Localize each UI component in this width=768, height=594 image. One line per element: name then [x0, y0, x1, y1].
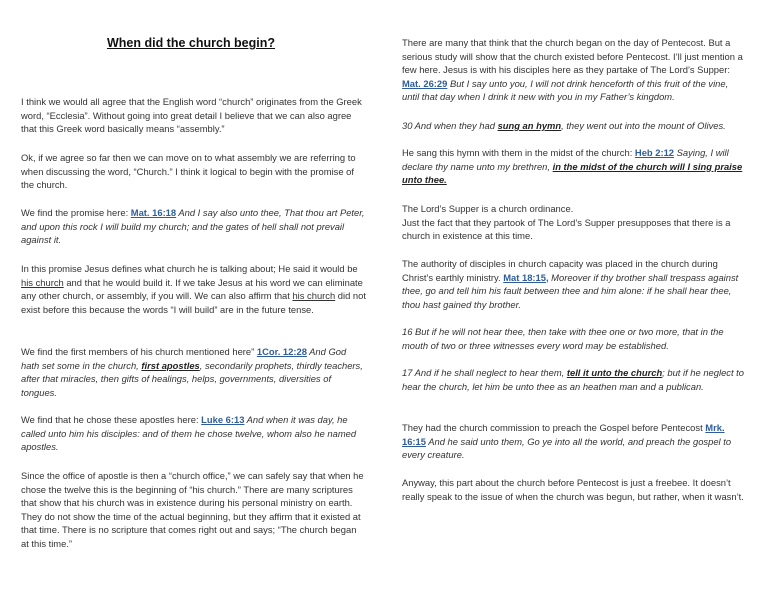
emphasis-phrase: first apostles	[141, 359, 200, 371]
scripture-link-mat-16-18[interactable]: Mat. 16:18	[130, 207, 177, 218]
scripture-quote: , they went out into the mount of Olives.	[561, 120, 726, 131]
underlined-phrase: his church	[292, 290, 336, 302]
emphasis-phrase: in the midst of the church will I sing praise unto thee.	[402, 160, 743, 186]
document-title: When did the church begin?	[106, 36, 276, 50]
scripture-link-mrk-16-15[interactable]: Mrk. 16:15	[402, 422, 725, 447]
scripture-quote: But I say unto you, I will not drink henceforth of this fruit of the vine, until that day when I drink it new with you in my Father’s kingdom.	[402, 77, 729, 103]
scripture-quote: And he said unto them, Go ye into all the world, and preach the gospel to every creature.	[402, 435, 732, 461]
emphasis-phrase: tell it unto the church	[566, 367, 663, 378]
scripture-link-1cor-12-28[interactable]: 1Cor. 12:28	[256, 346, 307, 357]
scripture-link-mat-26-29[interactable]: Mat. 26:29	[402, 77, 448, 89]
paragraph-church-office: Since the office of apostle is then a “church office,” we can safely say that when he chose the twelve this is the beginning of “his church.” There are many scriptures that show that his church was in existence during his personal ministry on earth. They do not show the time of the actual beginning, but they affirm that it existed at that time. There is no scripture that comes right out and says; “The church began at this time.”	[21, 470, 364, 549]
underlined-phrase: his church	[21, 276, 64, 288]
text: did not exist before this because the words “I will build” are in the future tense.	[21, 290, 366, 315]
text: We find the first members of his church mentioned here”	[21, 346, 257, 357]
text: He sang this hymn with them in the midst of the church:	[402, 147, 635, 158]
text: They had the church commission to preach the Gospel before Pentecost	[402, 422, 706, 433]
scripture-quote: And God hath set some in the church,	[21, 346, 347, 371]
paragraph-freebee: Anyway, this part about the church before Pentecost is just a freebee. It doesn’t really speak to the issue of when the church was begun, but rather, when it wasn’t.	[402, 477, 744, 502]
paragraph-first-members	[21, 345, 366, 399]
scripture-quote: , secondarily prophets, thirdly teachers, after that miracles, then gifts of healings, helps, governments, diversities of tongues.	[21, 359, 363, 398]
scripture-quote: Moreover if thy brother shall trespass against thee, go and tell him his fault between thee and him alone: if he shall hear thee, thou hast gained thy brother.	[402, 271, 739, 310]
text: There are many that think that the church began on the day of Pentecost. But a serious study will show that the church existed before Pentecost. I’ll just mention a few here. Jesus is with his disciples here as they partake of The Lord’s Supper:	[402, 37, 743, 76]
text: and that he would build it. If we take Jesus at his word we can eliminate any other church, or assembly, if you will. We can also affirm that	[21, 276, 363, 302]
scripture-quote: 17 And if he shall neglect to hear them,	[402, 367, 567, 378]
scripture-quote: And I say also unto thee, That thou art Peter, and upon this rock I will build my church; and the gates of hell shall not prevail against it.	[21, 207, 365, 246]
text: We find the promise here:	[21, 207, 131, 218]
paragraph-pentecost	[402, 36, 747, 104]
text: In this promise Jesus defines what church he is talking about; He said it would be	[21, 263, 358, 274]
paragraph-hymn	[402, 146, 747, 187]
scripture-quote: ; but if he neglect to hear the church, let him be unto thee as an heathen man and a publican.	[402, 367, 744, 392]
scripture-link-heb-2-12[interactable]: Heb 2:12	[634, 147, 675, 158]
scripture-quote: 30 And when they had	[402, 120, 498, 131]
paragraph-promise	[21, 206, 366, 247]
emphasis-phrase: sung an hymn	[497, 120, 562, 131]
paragraph-assembly: Ok, if we agree so far then we can move on to what assembly we are referring to when discussing the word, “Church.” I think it logical to begin with the promise of the church.	[21, 152, 356, 191]
scripture-link-luke-6-13[interactable]: Luke 6:13	[201, 414, 245, 425]
paragraph-verse-16: 16 But if he will not hear thee, then take with thee one or two more, that in the mouth of two or three witnesses every word may be established.	[402, 326, 724, 351]
paragraph-lords-supper	[402, 202, 747, 243]
scripture-quote: Saying, I will declare thy name unto my brethren,	[402, 147, 729, 172]
text: We find that he chose these apostles here:	[21, 414, 202, 425]
paragraph-commission	[402, 421, 747, 462]
paragraph-verse-17	[402, 366, 747, 393]
scripture-quote: And when it was day, he called unto him his disciples: and of them he chose twelve, whom also he named apostles.	[21, 414, 357, 453]
scripture-link-mat-18-15[interactable]: Mat 18:15,	[503, 271, 549, 283]
text: Just the fact that they partook of The Lord’s Supper presupposes that there is a church in existence at this time.	[402, 216, 731, 242]
text: The Lord’s Supper is a church ordinance.	[402, 203, 574, 214]
paragraph-verse-30	[402, 119, 747, 133]
paragraph-apostles	[21, 413, 366, 454]
paragraph-his-church	[21, 262, 366, 316]
paragraph-ecclesia: I think we would all agree that the English word “church” originates from the Greek word, “Ecclesia”. Without going into great detail I believe that we can also agree that this Greek word basically means “assembly.”	[21, 96, 362, 135]
paragraph-authority	[402, 257, 747, 311]
text: The authority of disciples in church capacity was placed in the church during Christ’s earthly ministry.	[402, 258, 718, 283]
